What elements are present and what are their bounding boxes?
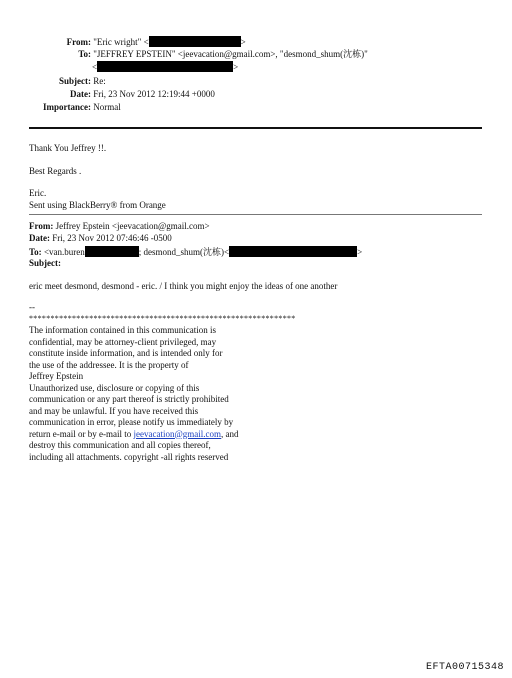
disclaimer-line: communication or any part thereof is strictly prohibited — [29, 394, 229, 404]
disclaimer-line: including all attachments. copyright -all rights reserved — [29, 451, 229, 462]
quoted-to-label: To: — [29, 247, 42, 257]
reply-line-2: Best Regards . — [29, 166, 82, 176]
signature-dashes: -- — [29, 302, 35, 312]
disclaimer-line: and may be unlawful. If you have received this — [29, 405, 199, 416]
disclaimer-line: destroy this communication and all copies thereof, — [29, 440, 211, 450]
disclaimer-line: communication in error, please notify us immediately by — [29, 417, 234, 427]
disclaimer-line: The information contained in this communication is — [29, 325, 216, 335]
importance-value: Normal — [93, 102, 121, 112]
to-label: To: — [78, 49, 91, 59]
to-value: "JEFFREY EPSTEIN" <jeevacation@gmail.com>, "desmond_shum(沈栋)" — [93, 49, 368, 59]
date-value: Fri, 23 Nov 2012 12:19:44 +0000 — [93, 89, 215, 99]
header-from-row: From: "Eric wright" < > — [36, 36, 246, 49]
quoted-date-value: Fri, 23 Nov 2012 07:46:46 -0500 — [52, 233, 172, 243]
bates-number: EFTA00715348 — [425, 662, 504, 673]
header-date-row — [36, 89, 215, 101]
subject-value: Re: — [93, 76, 106, 86]
quoted-from-value: Jeffrey Epstein <jeevacation@gmail.com> — [55, 221, 210, 231]
from-label: From: — [66, 37, 91, 47]
from-value: "Eric wright" < — [93, 37, 149, 47]
header-to-row — [36, 49, 368, 61]
reply-signature-device: Sent using BlackBerry® from Orange — [29, 200, 166, 210]
quoted-date-label: Date: — [29, 233, 50, 243]
quote-divider — [29, 214, 482, 215]
reply-line-1: Thank You Jeffrey !!. — [29, 143, 107, 153]
header-importance-row — [36, 102, 121, 114]
importance-label: Importance: — [43, 102, 91, 112]
disclaimer-line: constitute inside information, and is intended only for — [29, 348, 223, 358]
quoted-subject-label: Subject: — [29, 258, 61, 268]
subject-label: Subject: — [59, 76, 91, 86]
quoted-body: eric meet desmond, desmond - eric. / I think you might enjoy the ideas of one another — [29, 281, 338, 291]
email-link[interactable]: jeevacation@gmail.com — [133, 428, 221, 439]
quoted-date-row — [29, 233, 172, 245]
redaction-box — [149, 36, 241, 47]
quoted-from-row — [29, 221, 210, 233]
header-divider — [29, 127, 482, 129]
header-to-row-2: < > — [92, 62, 239, 72]
header-subject-row — [36, 76, 106, 88]
quoted-from-label: From: — [29, 221, 54, 231]
disclaimer-line: the use of the addressee. It is the property of — [29, 359, 189, 370]
disclaimer-line: confidential, may be attorney-client privileged, may — [29, 336, 217, 347]
asterisk-separator: ************************************************************** — [29, 314, 296, 323]
quoted-to-row: To: <van.buren ; desmond_shum(沈栋)< > — [29, 247, 363, 257]
redaction-box — [229, 246, 357, 257]
disclaimer-line: Jeffrey Epstein — [29, 371, 84, 381]
disclaimer-line: return e-mail or by e-mail to jeevacation@gmail.com, and — [29, 428, 239, 439]
quoted-subject-row — [29, 258, 61, 270]
redaction-box — [85, 246, 139, 257]
reply-signature-name: Eric. — [29, 188, 47, 198]
date-label: Date: — [70, 89, 91, 99]
disclaimer-text — [29, 325, 238, 463]
redaction-box — [97, 61, 233, 72]
disclaimer-line: Unauthorized use, disclosure or copying of this — [29, 382, 200, 393]
